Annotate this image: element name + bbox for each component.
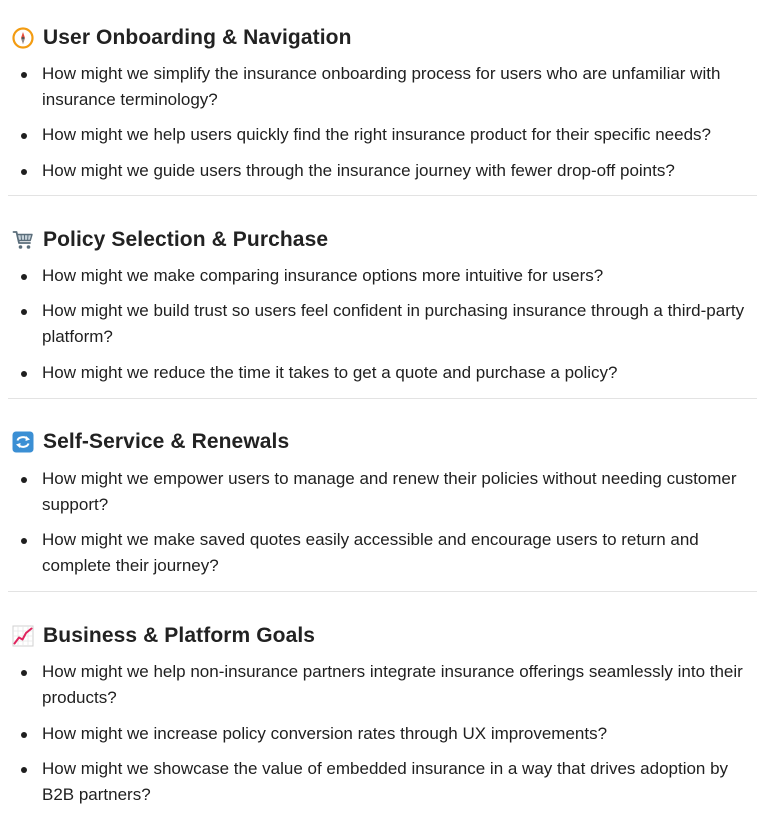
list-item-text: How might we showcase the value of embedded insurance in a way that drives adoption by B2B partners? [42, 759, 729, 804]
bullet [21, 72, 27, 78]
bullet [21, 477, 27, 483]
list-item-text: How might we build trust so users feel confident in purchasing insurance through a third-party platform? [42, 301, 745, 346]
bullet [21, 309, 27, 315]
section-heading [12, 428, 289, 456]
compass-icon [12, 27, 34, 49]
list-item-text: How might we empower users to manage and renew their policies without needing customer support? [42, 469, 737, 514]
bullet [21, 538, 27, 544]
section-title: User Onboarding & Navigation [43, 26, 352, 49]
bullet [21, 670, 27, 676]
bullet [21, 371, 27, 377]
list-item-text: How might we guide users through the insurance journey with fewer drop-off points? [42, 161, 675, 180]
bullet [21, 274, 27, 280]
list-item-text: How might we help users quickly find the right insurance product for their specific needs? [42, 125, 712, 144]
section-heading [12, 226, 328, 254]
section-title: Self-Service & Renewals [43, 430, 290, 453]
section-divider [8, 591, 757, 592]
section-heading [12, 24, 352, 52]
list-item-text: How might we make saved quotes easily accessible and encourage users to return and complete their journey? [42, 530, 699, 575]
section-title: Policy Selection & Purchase [43, 228, 329, 251]
list-item-text: How might we reduce the time it takes to get a quote and purchase a policy? [42, 363, 618, 382]
repeat-icon [12, 431, 34, 453]
section-divider [8, 195, 757, 196]
section-heading [12, 622, 315, 650]
chart-increasing-icon [12, 625, 34, 647]
shopping-cart-icon [12, 229, 34, 251]
bullet [21, 133, 27, 139]
section-divider [8, 398, 757, 399]
list-item-text: How might we make comparing insurance options more intuitive for users? [42, 266, 604, 285]
list-item-text: How might we increase policy conversion rates through UX improvements? [42, 724, 608, 743]
list-item-text: How might we help non-insurance partners integrate insurance offerings seamlessly into their products? [42, 662, 743, 707]
bullet [21, 169, 27, 175]
bullet [21, 767, 27, 773]
bullet [21, 732, 27, 738]
section-title: Business & Platform Goals [43, 624, 316, 647]
list-item-text: How might we simplify the insurance onboarding process for users who are unfamiliar with insurance terminology? [42, 64, 721, 109]
